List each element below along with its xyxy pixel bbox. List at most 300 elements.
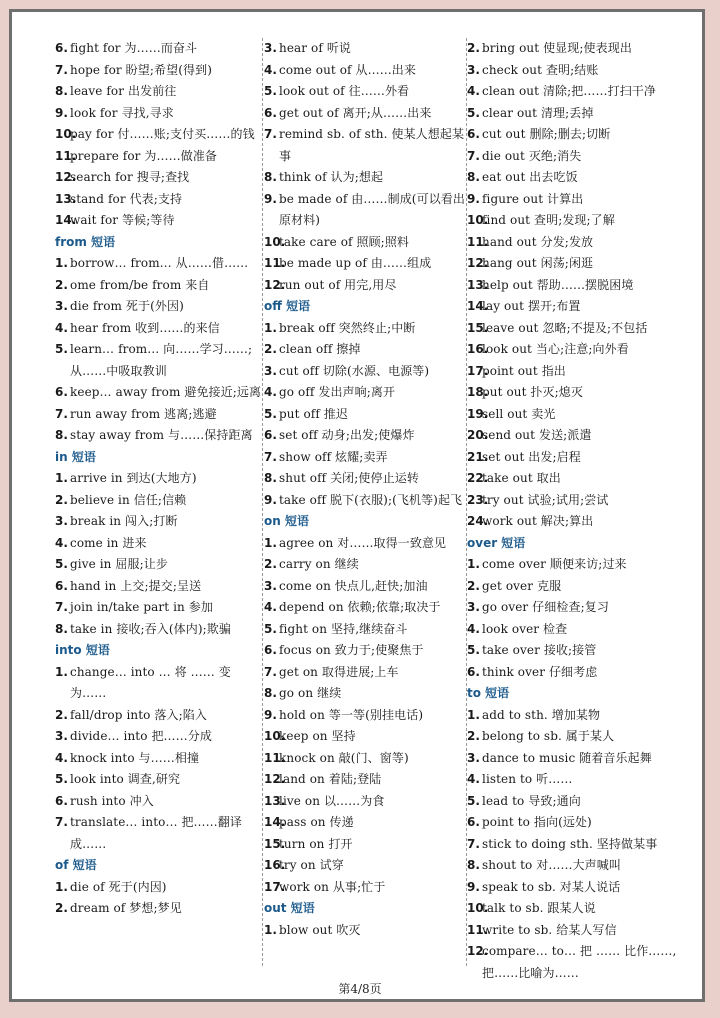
entry-number: 5. [467, 105, 480, 120]
entry-number: 1. [264, 320, 277, 335]
phrase-entry [55, 705, 265, 727]
entry-number: 4. [467, 621, 480, 636]
entry-number: 16. [264, 858, 286, 872]
entry-text: find out 查明;发现;了解 [482, 213, 615, 227]
entry-text: write to sb. 给某人写信 [482, 922, 617, 937]
phrase-entry [467, 447, 689, 469]
phrase-entry [467, 748, 689, 770]
entry-number: 8. [264, 471, 277, 485]
phrase-entry [467, 60, 689, 82]
entry-number: 5. [264, 406, 277, 421]
entry-text: break off 突然终止;中断 [279, 320, 416, 335]
entry-number: 9. [264, 191, 277, 206]
phrase-entry [467, 554, 689, 576]
entry-text: sell out 卖光 [482, 406, 556, 421]
entry-text: stay away from 与……保持距离 [70, 428, 253, 442]
phrase-entry [467, 167, 689, 189]
phrase-entry [55, 576, 265, 598]
entry-text: clean off 擦掉 [279, 342, 361, 356]
entry-number: 24. [467, 514, 489, 528]
entry-number: 8. [55, 84, 68, 98]
entry-number: 12. [467, 944, 489, 958]
entry-number: 6. [264, 428, 277, 442]
section-heading: on 短语 [264, 514, 309, 528]
phrase-entry [55, 339, 265, 382]
entry-text: put off 推迟 [279, 406, 348, 421]
entry-number: 9. [264, 492, 277, 507]
entry-number: 5. [264, 621, 277, 636]
section-heading: from 短语 [55, 234, 116, 249]
phrase-entry [55, 296, 265, 318]
phrase-entry [467, 640, 689, 662]
phrase-entry [467, 705, 689, 727]
entry-number: 6. [55, 578, 68, 593]
entry-text: lead to 导致;通向 [482, 793, 581, 808]
phrase-entry [264, 425, 474, 447]
entry-number: 2. [55, 707, 68, 722]
phrase-entry [55, 877, 265, 899]
entry-text: try out 试验;试用;尝试 [482, 492, 609, 507]
phrase-entry [55, 210, 265, 232]
entry-number: 2. [55, 901, 68, 915]
phrase-entry [55, 490, 265, 512]
entry-number: 2. [264, 557, 277, 571]
entry-number: 4. [264, 385, 277, 399]
entry-number: 14. [467, 299, 489, 313]
entry-text: look into 调查,研究 [70, 772, 181, 786]
entry-text: stand for 代表;支持 [70, 191, 183, 206]
entry-text: send out 发送;派遣 [482, 428, 592, 442]
phrase-entry [264, 318, 474, 340]
phrase-entry [55, 81, 265, 103]
entry-text: look out 当心;注意;向外看 [482, 342, 629, 356]
phrase-entry [55, 275, 265, 297]
entry-number: 3. [467, 62, 480, 77]
entry-number: 1. [55, 664, 68, 679]
entry-number: 6. [467, 664, 480, 679]
phrase-entry [264, 361, 474, 383]
entry-text: go over 仔细检查;复习 [482, 600, 609, 614]
entry-text: leave out 忽略;不提及;不包括 [482, 320, 648, 335]
entry-text: shut off 关闭;使停止运转 [279, 471, 419, 485]
phrase-entry [467, 275, 689, 297]
phrase-entry [264, 533, 474, 555]
entry-text: look for 寻找,寻求 [70, 105, 174, 120]
entry-number: 3. [467, 750, 480, 765]
phrase-entry [467, 361, 689, 383]
entry-number: 5. [467, 643, 480, 657]
phrase-entry [55, 253, 265, 275]
phrase-entry [264, 232, 474, 254]
entry-text: cut off 切除(水源、电源等) [279, 363, 430, 378]
entry-text: die from 死于(外因) [70, 299, 184, 313]
phrase-entry [264, 640, 474, 662]
entry-text: wait for 等候;等待 [70, 213, 175, 227]
phrase-entry [467, 232, 689, 254]
phrase-entry [467, 726, 689, 748]
entry-text: show off 炫耀;卖弄 [279, 449, 388, 464]
phrase-entry [467, 619, 689, 641]
entry-text: arrive in 到达(大地方) [70, 471, 197, 485]
phrase-entry [55, 382, 265, 404]
entry-number: 2. [264, 342, 277, 356]
entry-text: hang out 闲荡;闲逛 [482, 256, 594, 270]
entry-number: 8. [467, 170, 480, 184]
entry-number: 23. [467, 492, 489, 507]
entry-text: come out of 从……出来 [279, 62, 417, 77]
entry-number: 7. [264, 127, 277, 141]
phrase-entry [55, 769, 265, 791]
entry-number: 11. [55, 148, 77, 163]
phrase-entry [264, 468, 474, 490]
entry-number: 22. [467, 471, 489, 485]
entry-text: compare… to… 把 …… 比作……,把……比喻为…… [482, 944, 677, 980]
phrase-entry [55, 124, 265, 146]
entry-number: 8. [55, 428, 68, 442]
entry-text: turn on 打开 [279, 836, 353, 851]
entry-text: think of 认为;想起 [279, 170, 384, 184]
entry-text: keep on 坚持 [279, 729, 356, 743]
phrase-entry [467, 511, 689, 533]
section-heading: of 短语 [55, 858, 97, 872]
phrase-entry [55, 812, 265, 855]
entry-text: believe in 信任;信赖 [70, 492, 187, 507]
phrase-entry [264, 339, 474, 361]
entry-number: 4. [264, 600, 277, 614]
entry-text: take over 接收;接管 [482, 643, 597, 657]
entry-number: 10. [264, 234, 286, 249]
entry-text: remind sb. of sth. 使某人想起某事 [279, 127, 465, 163]
entry-number: 17. [467, 363, 489, 378]
entry-text: belong to sb. 属于某人 [482, 729, 615, 743]
entry-number: 4. [55, 535, 68, 550]
entry-number: 12. [264, 277, 286, 292]
phrase-entry [264, 877, 474, 899]
entry-text: divide… into 把……分成 [70, 729, 212, 743]
entry-text: help out 帮助……摆脱困境 [482, 277, 634, 292]
entry-text: go off 发出声响;离开 [279, 385, 396, 399]
entry-number: 1. [55, 471, 68, 485]
entry-text: translate… into… 把……翻译成…… [70, 815, 242, 851]
entry-number: 5. [264, 84, 277, 98]
phrase-entry [467, 898, 689, 920]
entry-number: 5. [55, 342, 68, 356]
entry-number: 14. [264, 815, 286, 829]
entry-text: cut out 删除;删去;切断 [482, 127, 611, 141]
entry-number: 3. [264, 41, 277, 55]
phrase-entry [467, 318, 689, 340]
phrase-entry [264, 253, 474, 275]
entry-number: 4. [467, 772, 480, 786]
entry-text: pass on 传递 [279, 815, 354, 829]
entry-number: 9. [467, 879, 480, 894]
entry-text: leave for 出发前往 [70, 84, 177, 98]
phrase-entry [55, 898, 265, 920]
entry-text: figure out 计算出 [482, 191, 584, 206]
phrase-entry [264, 726, 474, 748]
entry-number: 6. [55, 41, 68, 55]
entry-text: hope for 盼望;希望(得到) [70, 62, 212, 77]
phrase-entry [467, 855, 689, 877]
entry-number: 13. [467, 277, 489, 292]
entry-number: 14. [55, 213, 77, 227]
entry-number: 7. [467, 836, 480, 851]
phrase-entry [264, 490, 474, 512]
entry-number: 10. [55, 127, 77, 141]
entry-text: hold on 等一等(别挂电话) [279, 707, 424, 722]
entry-text: focus on 致力于;使聚焦于 [279, 643, 424, 657]
phrase-entry [467, 81, 689, 103]
phrase-entry [264, 38, 474, 60]
section-heading: off 短语 [264, 299, 311, 313]
entry-number: 21. [467, 449, 489, 464]
entry-number: 20. [467, 428, 489, 442]
entry-text: break in 闯入;打断 [70, 514, 178, 528]
entry-text: fall/drop into 落入;陷入 [70, 707, 207, 722]
entry-text: hand in 上交;提交;呈送 [70, 578, 202, 593]
phrase-entry [264, 124, 474, 167]
section-heading: over 短语 [467, 535, 526, 550]
entry-text: listen to 听…… [482, 772, 573, 786]
phrase-entry [264, 404, 474, 426]
entry-text: pay for 付……账;支付买……的钱 [70, 127, 255, 141]
entry-text: hand out 分发;发放 [482, 234, 594, 249]
phrase-entry [264, 834, 474, 856]
entry-number: 8. [55, 621, 68, 636]
phrase-entry [55, 146, 265, 168]
entry-text: knock on 敲(门、窗等) [279, 750, 409, 765]
entry-text: rush into 冲入 [70, 793, 154, 808]
section-heading: out 短语 [264, 901, 315, 915]
entry-number: 3. [55, 729, 68, 743]
phrase-entry [55, 38, 265, 60]
phrase-entry [264, 81, 474, 103]
entry-number: 2. [467, 729, 480, 743]
phrase-entry [55, 468, 265, 490]
entry-text: blow out 吹灭 [279, 922, 361, 937]
entry-text: be made up of 由……组成 [279, 256, 432, 270]
phrase-entry [55, 748, 265, 770]
phrase-entry [55, 511, 265, 533]
entry-number: 1. [264, 922, 277, 937]
phrase-entry [55, 404, 265, 426]
phrase-entry [467, 468, 689, 490]
entry-number: 9. [467, 191, 480, 206]
entry-text: take out 取出 [482, 471, 561, 485]
entry-number: 7. [264, 664, 277, 679]
entry-number: 13. [55, 191, 77, 206]
phrase-entry [264, 554, 474, 576]
phrase-entry [467, 834, 689, 856]
phrase-entry [264, 103, 474, 125]
entry-number: 10. [467, 213, 489, 227]
phrase-entry [264, 791, 474, 813]
entry-text: hear of 听说 [279, 41, 352, 55]
entry-number: 7. [467, 148, 480, 163]
phrase-entry [264, 60, 474, 82]
phrase-entry [264, 812, 474, 834]
entry-text: knock into 与……相撞 [70, 750, 200, 765]
entry-number: 2. [55, 492, 68, 507]
phrase-entry [264, 576, 474, 598]
entry-text: bring out 使显现;使表现出 [482, 41, 632, 55]
entry-text: speak to sb. 对某人说话 [482, 879, 621, 894]
entry-number: 6. [467, 127, 480, 141]
entry-text: hear from 收到……的来信 [70, 320, 220, 335]
entry-number: 3. [264, 363, 277, 378]
entry-text: add to sth. 增加某物 [482, 707, 601, 722]
entry-number: 8. [264, 686, 277, 700]
entry-text: try on 试穿 [279, 858, 344, 872]
phrase-entry [264, 619, 474, 641]
phrase-entry [467, 404, 689, 426]
entry-text: get out of 离开;从……出来 [279, 105, 432, 120]
column-3 [467, 38, 689, 984]
entry-number: 11. [467, 234, 489, 249]
entry-text: dream of 梦想;梦见 [70, 901, 182, 915]
phrase-entry [264, 662, 474, 684]
phrase-entry [55, 662, 265, 705]
phrase-entry [264, 769, 474, 791]
phrase-entry [467, 920, 689, 942]
entry-number: 7. [55, 62, 68, 77]
entry-number: 3. [55, 514, 68, 528]
entry-number: 12. [55, 170, 77, 184]
entry-text: land on 着陆;登陆 [279, 772, 382, 786]
section-heading: to 短语 [467, 686, 510, 700]
phrase-entry [467, 490, 689, 512]
entry-text: eat out 出去吃饭 [482, 170, 578, 184]
entry-text: take care of 照顾;照料 [279, 234, 410, 249]
phrase-entry [467, 576, 689, 598]
phrase-entry [264, 167, 474, 189]
entry-text: point to 指向(远处) [482, 815, 592, 829]
entry-text: look out of 往……外看 [279, 84, 410, 98]
entry-text: set out 出发;启程 [482, 449, 581, 464]
phrase-entry [55, 60, 265, 82]
entry-text: fight for 为……而奋斗 [70, 41, 198, 55]
phrase-entry [264, 447, 474, 469]
entry-number: 6. [55, 385, 68, 399]
entry-number: 2. [467, 578, 480, 593]
entry-number: 6. [264, 105, 277, 120]
entry-text: come in 进来 [70, 535, 147, 550]
entry-text: prepare for 为……做准备 [70, 148, 218, 163]
entry-text: work on 从事;忙于 [279, 879, 386, 894]
phrase-entry [467, 769, 689, 791]
entry-number: 4. [55, 750, 68, 765]
phrase-entry [467, 210, 689, 232]
entry-text: clear out 清理;丢掉 [482, 105, 594, 120]
section-heading: into 短语 [55, 643, 110, 657]
phrase-entry [467, 812, 689, 834]
phrase-entry [264, 705, 474, 727]
entry-number: 15. [264, 836, 286, 851]
phrase-entry [467, 662, 689, 684]
phrase-entry [467, 382, 689, 404]
phrase-entry [55, 726, 265, 748]
entry-number: 18. [467, 385, 489, 399]
phrase-entry [467, 597, 689, 619]
phrase-entry [467, 189, 689, 211]
entry-text: come over 顺便来访;过来 [482, 557, 627, 571]
entry-number: 2. [55, 277, 68, 292]
phrase-entry [55, 189, 265, 211]
entry-text: run away from 逃离;逃避 [70, 406, 217, 421]
entry-text: put out 扑灭;熄灭 [482, 385, 583, 399]
phrase-entry [264, 275, 474, 297]
entry-number: 17. [264, 879, 286, 894]
column-2 [264, 38, 474, 941]
entry-text: depend on 依赖;依靠;取决于 [279, 600, 441, 614]
entry-number: 7. [55, 406, 68, 421]
entry-number: 8. [264, 170, 277, 184]
entry-text: learn… from… 向……学习……;从……中吸取教训 [70, 342, 253, 378]
entry-text: think over 仔细考虑 [482, 664, 598, 679]
entry-text: agree on 对……取得一致意见 [279, 535, 447, 550]
entry-number: 5. [467, 793, 480, 808]
phrase-entry [467, 103, 689, 125]
entry-number: 12. [264, 772, 286, 786]
entry-text: go on 继续 [279, 686, 342, 700]
entry-text: die of 死于(内因) [70, 879, 167, 894]
phrase-entry [467, 38, 689, 60]
entry-number: 9. [264, 707, 277, 722]
entry-text: come on 快点儿,赶快;加油 [279, 578, 428, 593]
entry-text: get over 克服 [482, 578, 562, 593]
entry-number: 1. [55, 879, 68, 894]
entry-text: talk to sb. 跟某人说 [482, 901, 596, 915]
entry-text: work out 解决;算出 [482, 514, 594, 528]
entry-text: borrow… from… 从……借…… [70, 256, 249, 270]
entry-number: 5. [55, 772, 68, 786]
entry-number: 11. [467, 922, 489, 937]
entry-text: live on 以……为食 [279, 793, 385, 808]
phrase-entry [467, 425, 689, 447]
entry-text: clean out 清除;把……打扫干净 [482, 84, 656, 98]
entry-number: 10. [264, 729, 286, 743]
phrase-entry [264, 920, 474, 942]
phrase-entry [467, 877, 689, 899]
entry-number: 6. [55, 793, 68, 808]
phrase-entry [55, 619, 265, 641]
entry-text: stick to doing sth. 坚持做某事 [482, 836, 658, 851]
entry-text: ome from/be from 来自 [70, 277, 210, 292]
entry-text: run out of 用完,用尽 [279, 277, 397, 292]
entry-text: lay out 摆开;布置 [482, 299, 581, 313]
entry-number: 7. [55, 815, 68, 829]
phrase-entry [264, 683, 474, 705]
phrase-entry [55, 425, 265, 447]
entry-text: change… into … 将 …… 变为…… [70, 664, 231, 700]
entry-text: set off 动身;出发;使爆炸 [279, 428, 415, 442]
phrase-entry [467, 124, 689, 146]
phrase-entry [467, 253, 689, 275]
phrase-entry [467, 941, 689, 984]
entry-number: 4. [55, 320, 68, 335]
entry-text: take off 脱下(衣服);(飞机等)起飞 [279, 492, 463, 507]
entry-number: 3. [55, 299, 68, 313]
phrase-entry [264, 597, 474, 619]
entry-number: 7. [264, 449, 277, 464]
column-1 [55, 38, 265, 920]
entry-number: 2. [467, 41, 480, 55]
page-footer: 第4/8页 [338, 982, 382, 996]
entry-number: 3. [264, 578, 277, 593]
phrase-entry [264, 189, 474, 232]
entry-text: join in/take part in 参加 [70, 600, 213, 614]
entry-text: look over 检查 [482, 621, 568, 636]
